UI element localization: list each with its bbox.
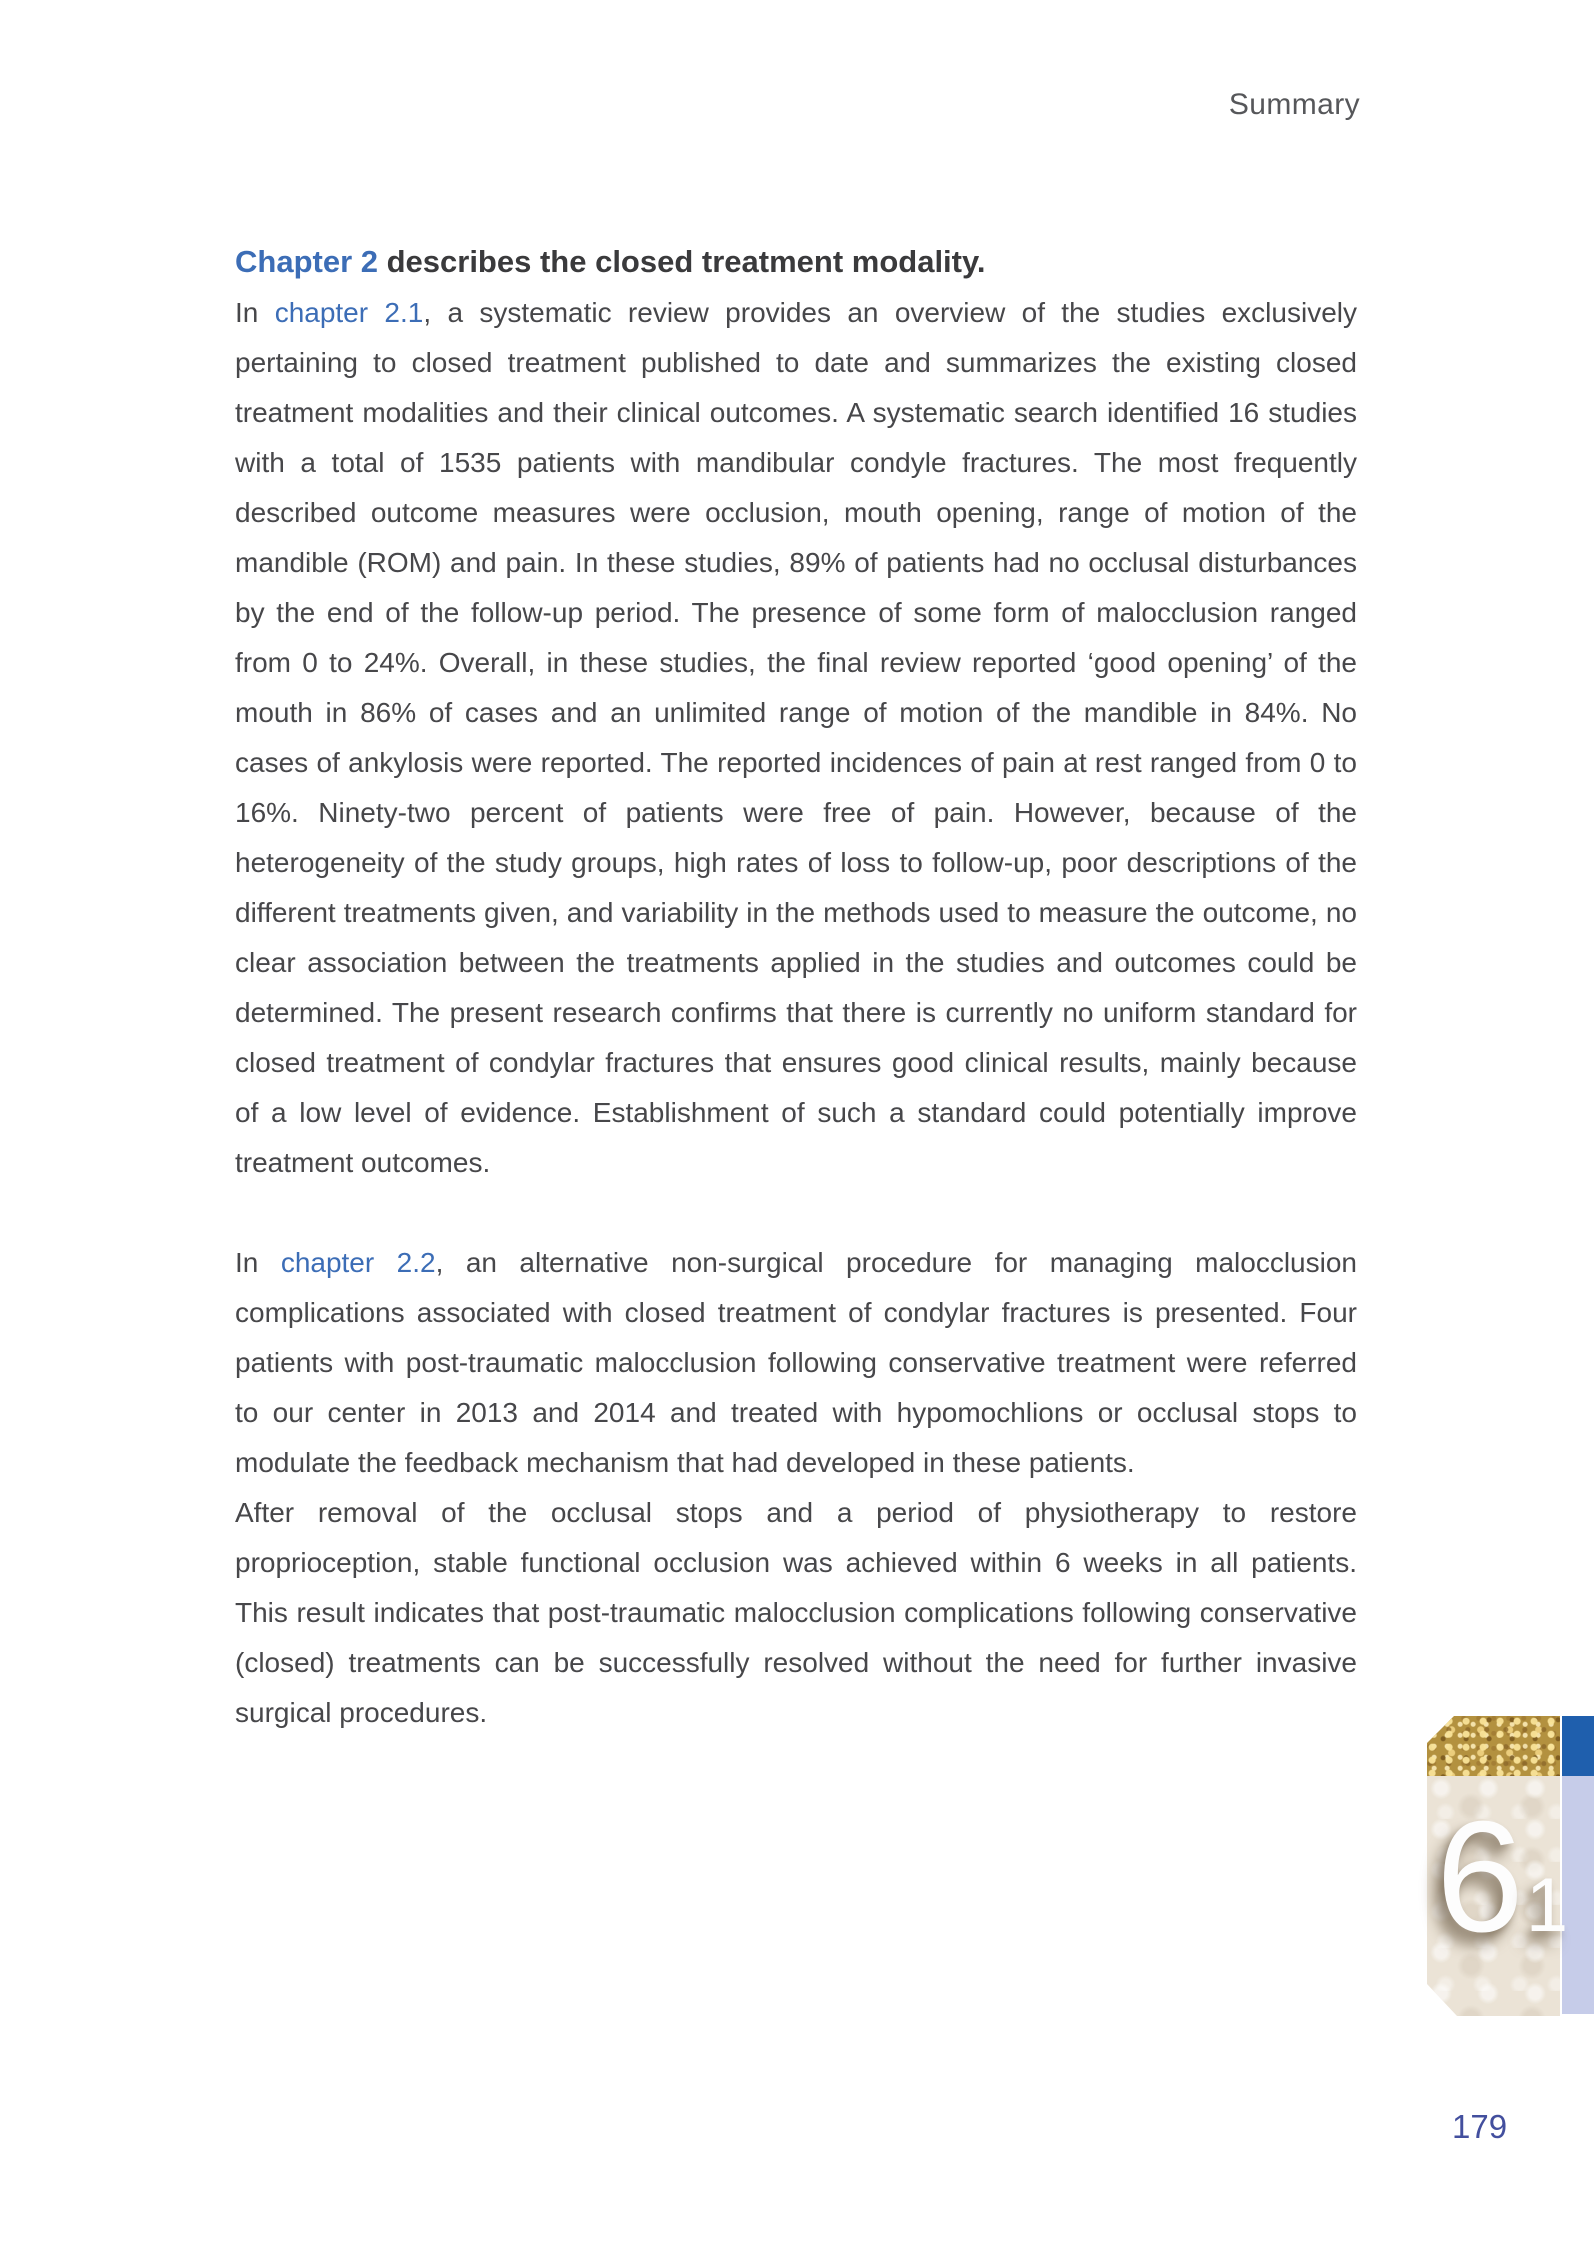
chapter-2-2-link[interactable]: chapter 2.2 xyxy=(280,1247,436,1278)
chapter-2-1-link[interactable]: chapter 2.1 xyxy=(274,297,424,328)
paragraph-body-text: After removal of the occlusal stops and a period of physiotherapy to restore proprioception, stable functional occlusion was achieved within 6 weeks in all patients. This result indicates that post-traumatic malocclusion complications following conservative (closed) treatments can be successfully resolved without the need for further invasive surgical procedures. xyxy=(235,1497,1357,1728)
chapter-tab-blue-square xyxy=(1562,1716,1594,1776)
running-header-summary: Summary xyxy=(1228,88,1360,121)
main-text-column xyxy=(235,236,1357,1738)
paragraph-pre-text: In xyxy=(235,297,275,328)
chapter-tab-number xyxy=(1436,1789,1569,1965)
page-number: 179 xyxy=(1452,2108,1508,2145)
paragraph-after-removal xyxy=(235,1488,1357,1738)
paragraph-body-text: , a systematic review provides an overview of the studies exclusively pertaining to closed treatment published to date and summarizes the existing closed treatment modalities and their clinical outcomes. A systematic search identified 16 studies with a total of 1535 patients with mandibular condyle fractures. The most frequently described outcome measures were occlusion, mouth opening, range of motion of the mandible (ROM) and pain. In these studies, 89% of patients had no occlusal disturbances by the end of the follow-up period. The presence of some form of malocclusion ranged from 0 to 24%. Overall, in these studies, the final review reported ‘good opening’ of the mouth in 86% of cases and an unlimited range of motion of the mandible in 84%. No cases of ankylosis were reported. The reported incidences of pain at rest ranged from 0 to 16%. Ninety-two percent of patients were free of pain. However, because of the heterogeneity of the study groups, high rates of loss to follow-up, poor descriptions of the different treatments given, and variability in the methods used to measure the outcome, no clear association between the treatments applied in the studies and outcomes could be determined. The present research confirms that there is currently no uniform standard for closed treatment of condylar fractures that ensures good clinical results, mainly because of a low level of evidence. Establishment of such a standard could potentially improve treatment outcomes. xyxy=(235,297,1357,1178)
paragraph-chapter-2-2 xyxy=(235,1238,1357,1488)
paragraph-body-text: , an alternative non-surgical procedure for managing malocclusion complications associated with closed treatment of condylar fractures is presented. Four patients with post-traumatic malocclusion following conservative treatment were referred to our center in 2013 and 2014 and treated with hypomochlions or occlusal stops to modulate the feedback mechanism that had developed in these patients. xyxy=(235,1247,1357,1478)
chapter-heading xyxy=(235,236,1357,288)
chapter-subnumber: 1 xyxy=(1525,1863,1569,1948)
chapter-number: 6 xyxy=(1436,1789,1524,1965)
chapter-tab-gold-band xyxy=(1427,1716,1560,1776)
paragraph-chapter-2-1 xyxy=(235,288,1357,1188)
chapter-heading-lead: Chapter 2 xyxy=(235,244,378,279)
chapter-heading-rest: describes the closed treatment modality. xyxy=(377,244,986,279)
paragraph-pre-text: In xyxy=(235,1247,281,1278)
